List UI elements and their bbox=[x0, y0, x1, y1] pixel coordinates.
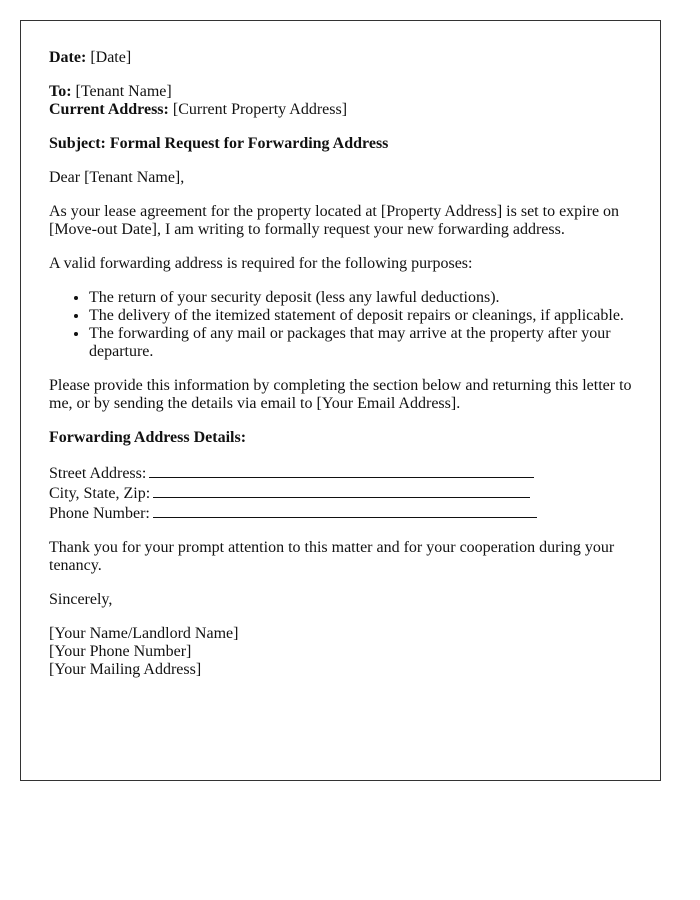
purpose-item: • The return of your security deposit (less any lawful deductions). bbox=[89, 289, 632, 307]
subject-text: Subject: Formal Request for Forwarding Address bbox=[49, 135, 389, 152]
purpose-item: • The forwarding of any mail or packages that may arrive at the property after your departure. bbox=[89, 325, 632, 361]
phone-number-field bbox=[49, 503, 632, 523]
details-heading-text: Forwarding Address Details: bbox=[49, 429, 247, 446]
current-address-value: [Current Property Address] bbox=[172, 101, 348, 118]
letter-page bbox=[20, 20, 661, 781]
date-line bbox=[49, 49, 632, 67]
street-address-label: Street Address: bbox=[49, 465, 147, 482]
date-label: Date: bbox=[49, 49, 87, 66]
salutation: Dear [Tenant Name], bbox=[49, 169, 185, 186]
purpose-item: • The delivery of the itemized statement of deposit repairs or cleanings, if applicable. bbox=[89, 307, 632, 325]
forwarding-fields bbox=[49, 463, 632, 523]
date-value: [Date] bbox=[90, 49, 132, 66]
purposes-intro: A valid forwarding address is required for the following purposes: bbox=[49, 255, 473, 272]
to-value: [Tenant Name] bbox=[75, 83, 172, 100]
sign-off: Sincerely, bbox=[49, 591, 113, 608]
signature-name: [Your Name/Landlord Name] bbox=[49, 625, 239, 642]
purposes-list bbox=[49, 289, 632, 361]
to-label: To: bbox=[49, 83, 72, 100]
phone-number-label: Phone Number: bbox=[49, 505, 150, 522]
signature-address: [Your Mailing Address] bbox=[49, 661, 202, 678]
recipient-block bbox=[49, 83, 632, 119]
details-heading bbox=[49, 429, 632, 447]
signature-block bbox=[49, 625, 632, 679]
current-address-label: Current Address: bbox=[49, 101, 169, 118]
to-line bbox=[49, 83, 632, 101]
city-state-zip-blank[interactable] bbox=[153, 483, 530, 498]
street-address-blank[interactable] bbox=[149, 463, 534, 478]
city-state-zip-field bbox=[49, 483, 632, 503]
signature-phone: [Your Phone Number] bbox=[49, 643, 192, 660]
instructions-paragraph: Please provide this information by completing the section below and returning this letter to me, or by sending the details via email to [Your Email Address]. bbox=[49, 377, 632, 412]
street-address-field bbox=[49, 463, 632, 483]
phone-number-blank[interactable] bbox=[153, 503, 537, 518]
closing-paragraph: Thank you for your prompt attention to this matter and for your cooperation during your tenancy. bbox=[49, 539, 615, 574]
subject-line bbox=[49, 135, 632, 153]
city-state-zip-label: City, State, Zip: bbox=[49, 485, 151, 502]
current-address-line bbox=[49, 101, 632, 119]
intro-paragraph: As your lease agreement for the property located at [Property Address] is set to expire on [Move-out Date], I am writing to formally request your new forwarding address. bbox=[49, 203, 620, 238]
